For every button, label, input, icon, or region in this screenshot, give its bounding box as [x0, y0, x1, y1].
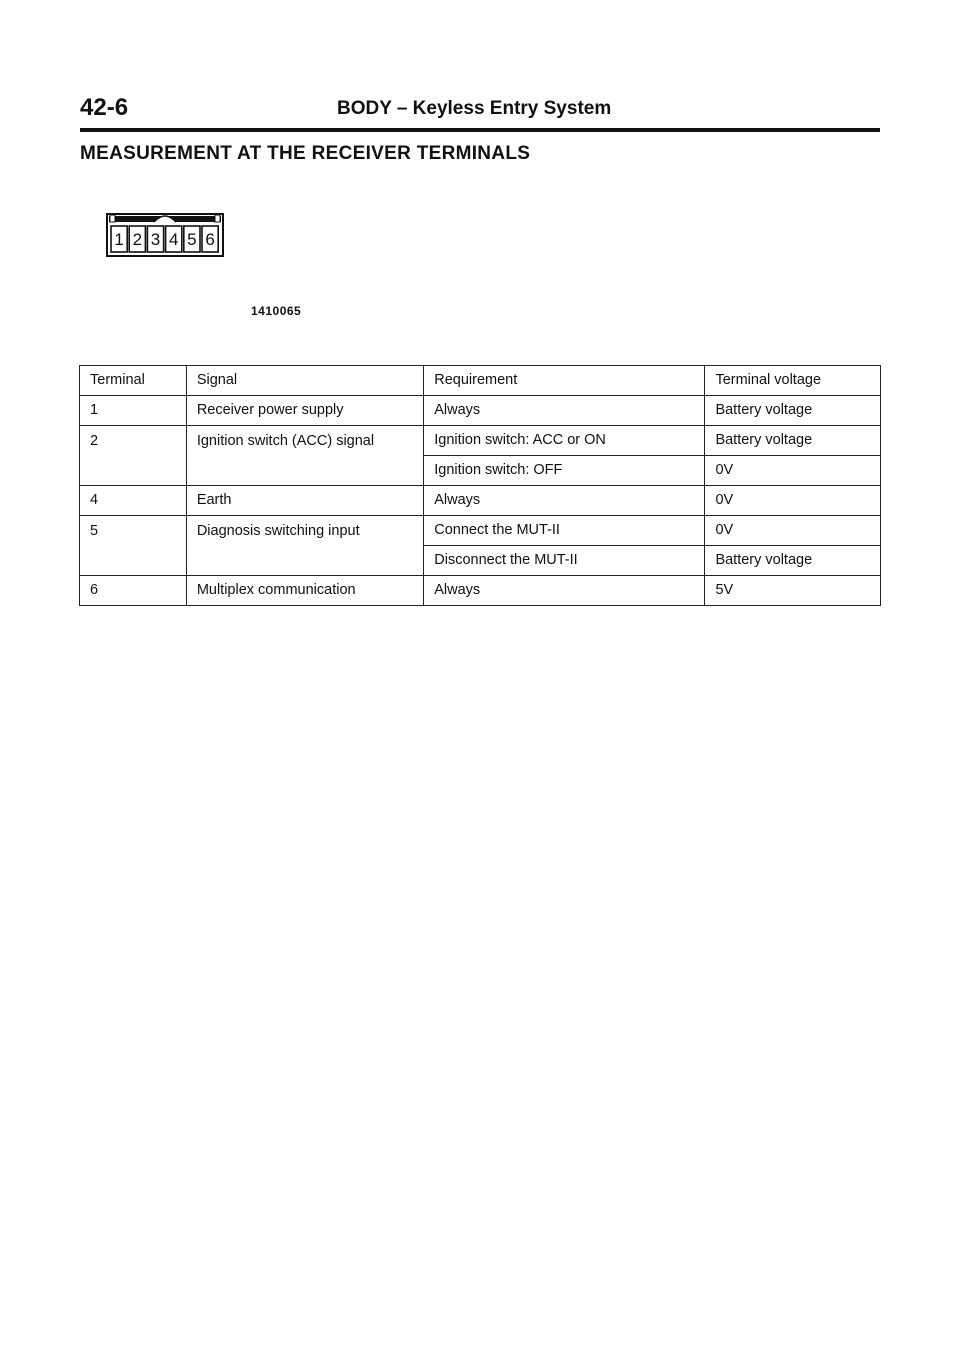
cell-terminal: 2	[80, 426, 187, 486]
cell-voltage: Battery voltage	[705, 546, 881, 576]
connector-pin-label: 5	[187, 230, 197, 249]
cell-requirement: Disconnect the MUT-II	[424, 546, 705, 576]
page-header	[80, 94, 880, 132]
page-number: 42-6	[80, 94, 129, 121]
connector-pin-label: 1	[114, 230, 124, 249]
cell-terminal: 1	[80, 396, 187, 426]
cell-signal: Earth	[186, 486, 423, 516]
header-requirement: Requirement	[424, 366, 705, 396]
cell-terminal: 4	[80, 486, 187, 516]
cell-requirement: Always	[424, 486, 705, 516]
table-row	[80, 426, 881, 456]
header-signal: Signal	[186, 366, 423, 396]
figure-code: 1410065	[251, 304, 302, 318]
table-header-row	[80, 366, 881, 396]
cell-requirement: Always	[424, 576, 705, 606]
section-title: BODY – Keyless Entry System	[337, 98, 612, 119]
cell-signal: Receiver power supply	[186, 396, 423, 426]
cell-terminal: 6	[80, 576, 187, 606]
table-row	[80, 576, 881, 606]
connector-pin-label: 2	[132, 230, 143, 249]
cell-terminal: 5	[80, 516, 187, 576]
table-row	[80, 396, 881, 426]
cell-signal: Multiplex communication	[186, 576, 423, 606]
cell-voltage: Battery voltage	[705, 396, 881, 426]
cell-voltage: Battery voltage	[705, 426, 881, 456]
terminal-table	[79, 365, 881, 606]
table-row	[80, 516, 881, 546]
connector-pin-label: 6	[205, 230, 215, 249]
cell-voltage: 0V	[705, 456, 881, 486]
cell-voltage: 0V	[705, 486, 881, 516]
table-row	[80, 486, 881, 516]
cell-signal: Ignition switch (ACC) signal	[186, 426, 423, 486]
connector-pin-label: 3	[150, 230, 161, 249]
cell-voltage: 5V	[705, 576, 881, 606]
cell-requirement: Always	[424, 396, 705, 426]
cell-requirement: Ignition switch: ACC or ON	[424, 426, 705, 456]
connector-pin-label: 4	[168, 230, 179, 249]
header-terminal: Terminal	[80, 366, 187, 396]
cell-requirement: Connect the MUT-II	[424, 516, 705, 546]
header-terminal-voltage: Terminal voltage	[705, 366, 881, 396]
cell-voltage: 0V	[705, 516, 881, 546]
cell-requirement: Ignition switch: OFF	[424, 456, 705, 486]
cell-signal: Diagnosis switching input	[186, 516, 423, 576]
connector-diagram	[106, 212, 226, 260]
page-title: MEASUREMENT AT THE RECEIVER TERMINALS	[80, 143, 531, 164]
